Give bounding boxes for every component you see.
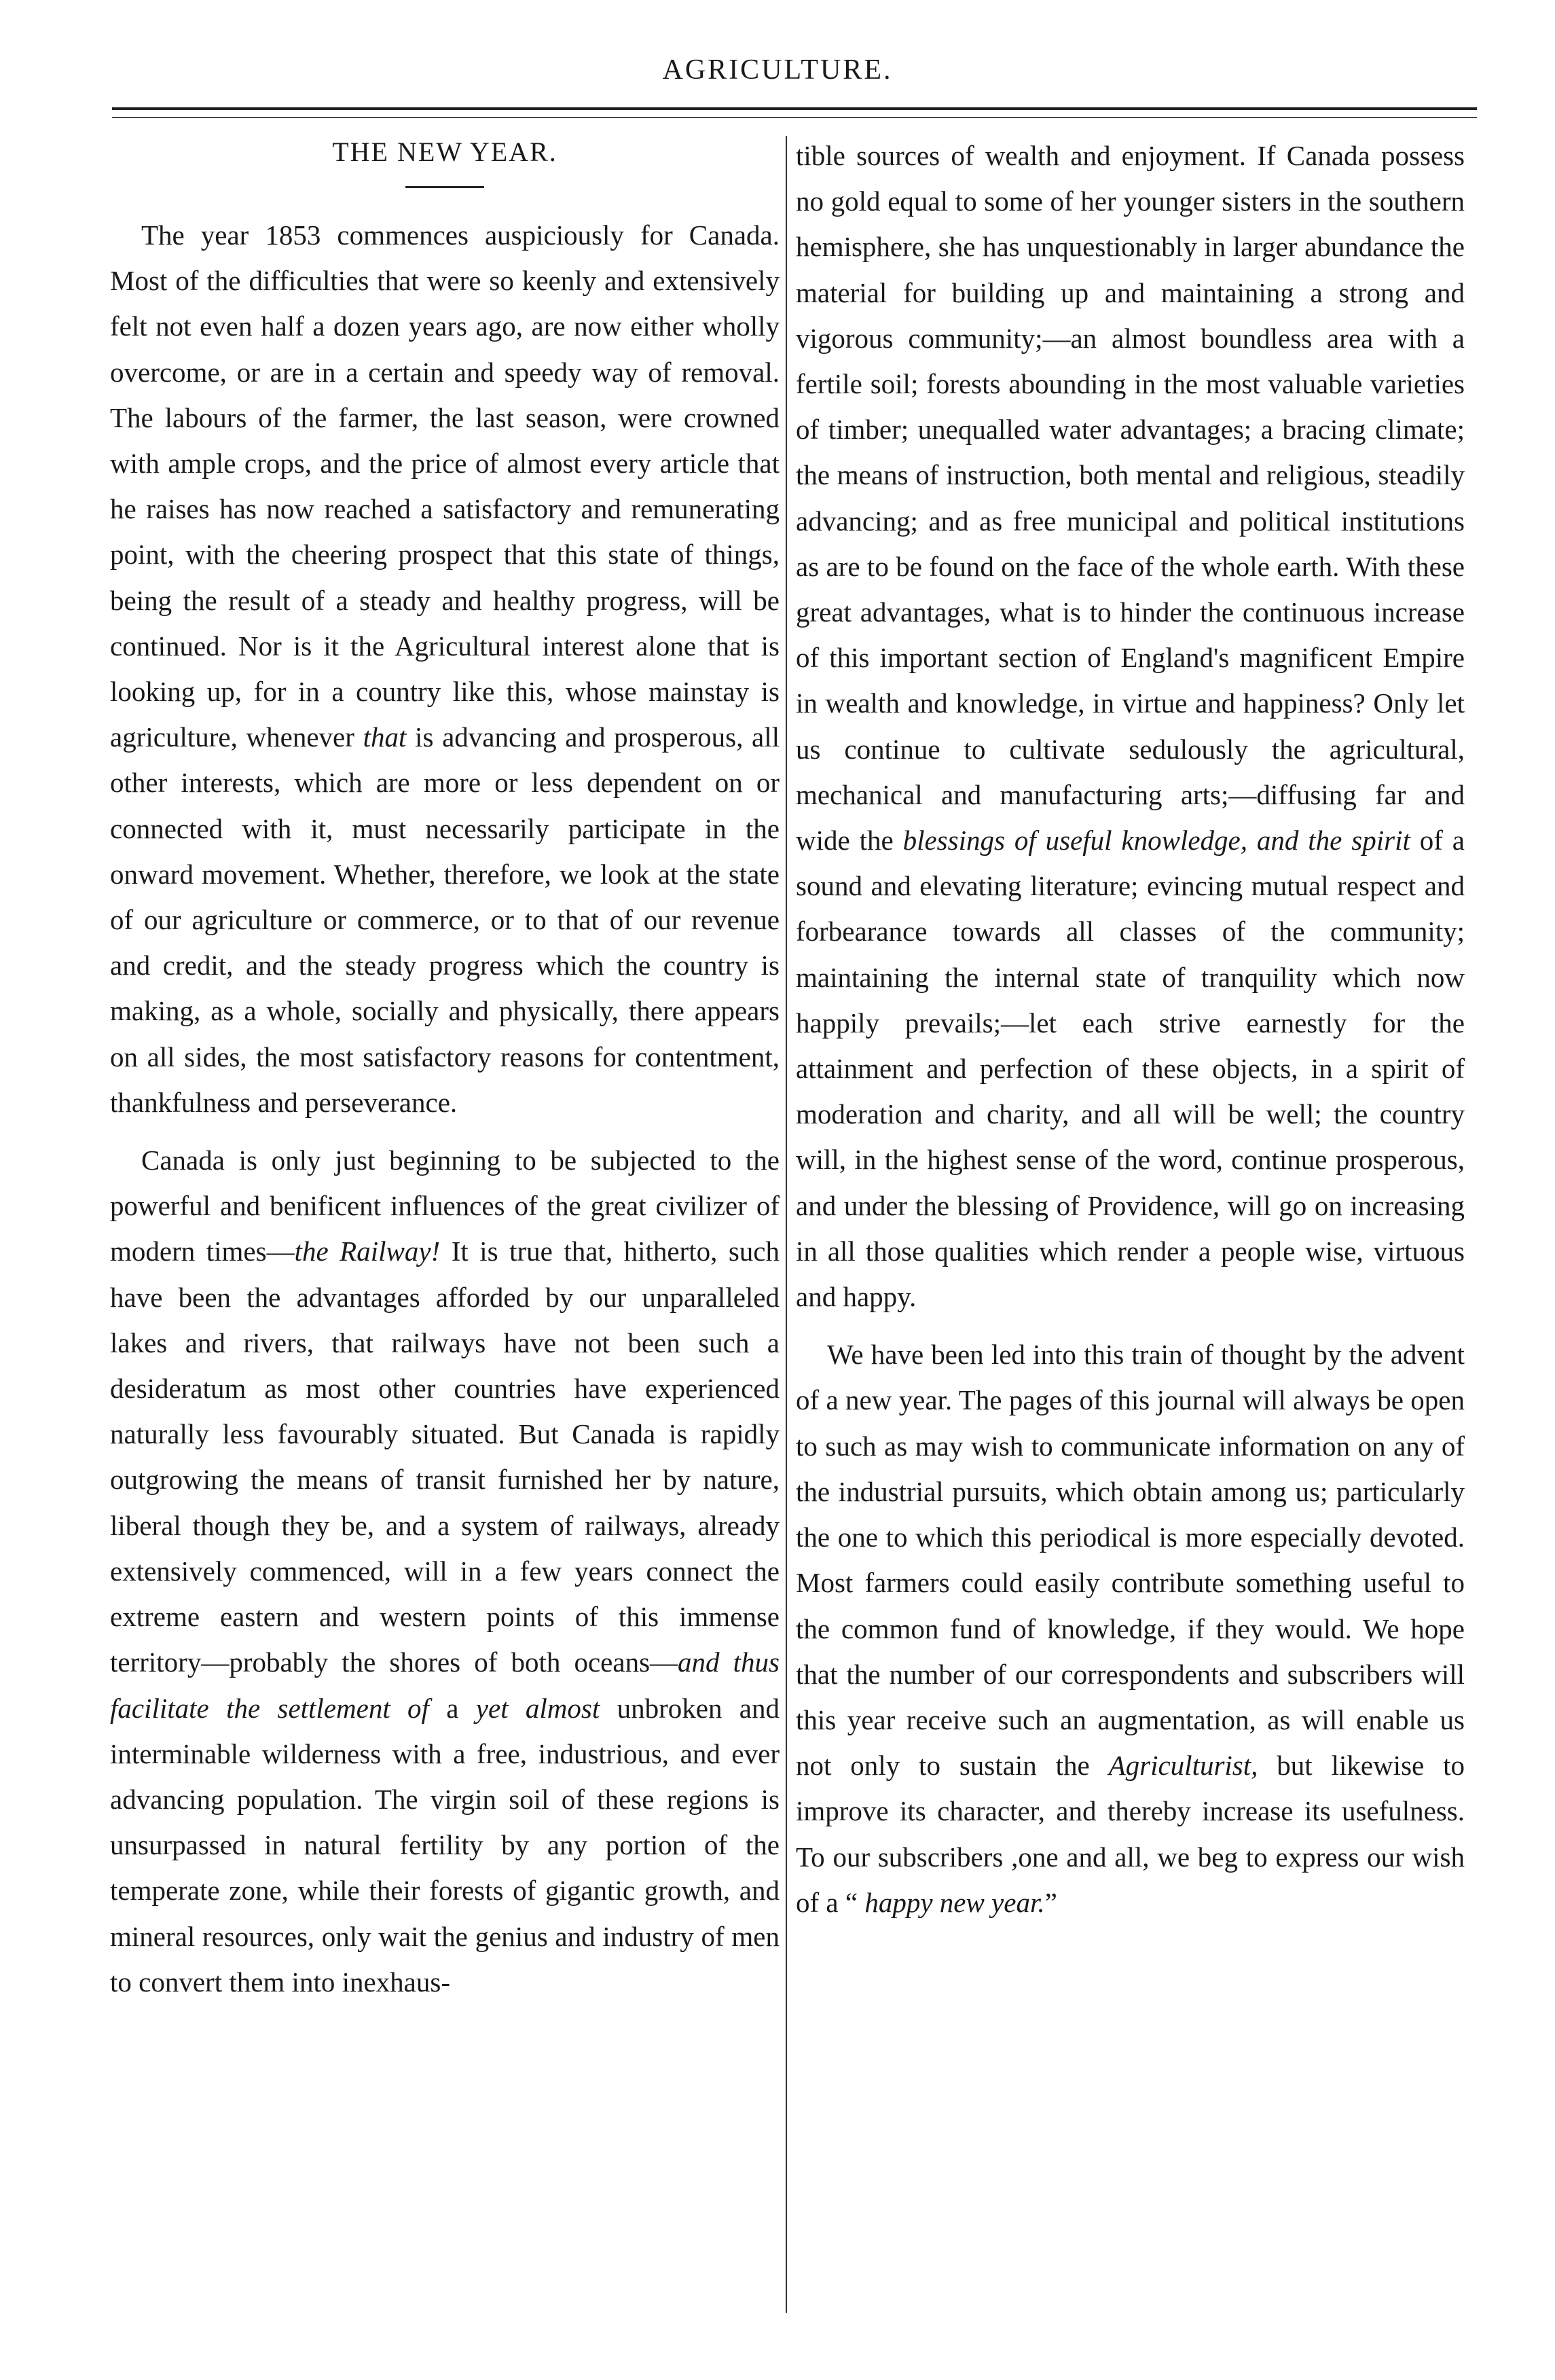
italic-text: the Railway! [294,1236,441,1267]
italic-text: blessings of useful knowledge, and the spirit [902,825,1410,857]
paragraph [796,133,1465,1320]
text-run: is advancing and prosperous, all other interests, which are more or less dependent on or connected with it, must necessarily participate in the onward movement. Whether, therefore, we look at the state of our agriculture or commerce, or to that of our revenue and credit, and the steady progress which the country is making, as a whole, socially and physically, there appears on all sides, the most satisfactory reasons for contentment, thankfulness and perseverance. [110,721,780,1118]
header-rule [112,107,1477,118]
running-head: AGRICULTURE. [662,54,893,86]
article-title: THE NEW YEAR. [332,137,557,167]
paragraph [110,1138,780,2005]
text-run: We have been led into this train of thought by the advent of a new year. The pages of this journal will always be open to such as may wish to communicate information on any of the industrial pursuits, which obtain among us; particularly the one to which this periodical is more especially devoted. Most farmers could easily contribute something useful to the common fund of knowledge, if they would. We hope that the number of our correspondents and subscribers will this year receive such an augmentation, as will enable us not only to sustain the [796,1339,1465,1782]
paragraph [110,213,780,1125]
text-run: a [428,1692,476,1724]
italic-text: that [363,721,407,753]
italic-text: happy new year. [864,1886,1045,1918]
italic-text: yet almost [475,1692,600,1724]
text-run: It is true that, hitherto, such have been the advantages afforded by our unparalleled lakes and rivers, that railways have not been such a desideratum as most other countries have experienced naturally less favourably situated. But Canada is rapidly outgrowing the means of transit furnished her by nature, liberal though they be, and a system of railways, already extensively commenced, will in a few years connect the extreme eastern and western points of this immense territory—probably the shores of both oceans— [110,1236,780,1678]
title-rule [405,186,484,188]
text-run: tible sources of wealth and enjoyment. If Canada possess no gold equal to some of her younger sisters in the southern hemisphere, she has unquestionably in larger abundance the material for building up and maintaining a strong and vigorous community;—an almost boundless area with a fertile soil; forests abounding in the most valuable varieties of timber; unequalled water advantages; a bracing climate; the means of instruction, both mental and religious, steadily advancing; and as free municipal and political institutions as are to be found on the face of the whole earth. With these great advantages, what is to hinder the continuous increase of this important section of England's magnificent Empire in wealth and knowledge, in virtue and happiness? Only let us continue to cultivate sedulously the agricultural, mechanical and manufacturing arts;—diffusing far and wide the [796,140,1465,857]
text-run: unbroken and interminable wilderness with a free, industrious, and ever advancing population. The virgin soil of these regions is unsurpassed in natural fertility by any portion of the temperate zone, while their forests of gigantic growth, and mineral resources, only wait the genius and industry of men to convert them into inexhaus- [110,1692,780,1998]
right-column [796,133,1465,1926]
italic-text: Agriculturist, [1108,1750,1258,1782]
text-run: Canada is only just beginning to be subjected to the powerful and benificent influences of the great civilizer of modern times— [110,1144,780,1267]
text-run: of a sound and elevating literature; evincing mutual respect and forbearance towards all classes of the community; maintaining the internal state of tranquility which now happily prevails;—let each strive earnestly for the attainment and perfection of these objects, in a spirit of moderation and charity, and all will be well; the country will, in the highest sense of the word, continue prosperous, and under the blessing of Providence, will go on increasing in all those qualities which render a people wise, virtuous and happy. [796,825,1465,1313]
left-column-body [110,213,780,2005]
text-run: The year 1853 commences auspiciously for Canada. Most of the difficulties that were so keenly and extensively felt not even half a dozen years ago, are now either wholly overcome, or are in a certain and speedy way of removal. The labours of the farmer, the last season, were crowned with ample crops, and the price of almost every article that he raises has now reached a satisfactory and remunerating point, with the cheering prospect that this state of things, being the result of a steady and healthy progress, will be continued. Nor is it the Agricultural interest alone that is looking up, for in a country like this, whose mainstay is agriculture, whenever [110,219,780,753]
text-run: but likewise to improve its character, and thereby increase its usefulness. To our subscribers ,one and all, we beg to express our wish of a “ [796,1750,1465,1918]
paragraph [796,1332,1465,1926]
left-column [110,133,780,2005]
column-divider [786,136,787,2313]
text-run: ” [1044,1886,1057,1918]
italic-text: and thus facilitate the settlement of [110,1646,780,1724]
right-column-body [796,133,1465,1926]
